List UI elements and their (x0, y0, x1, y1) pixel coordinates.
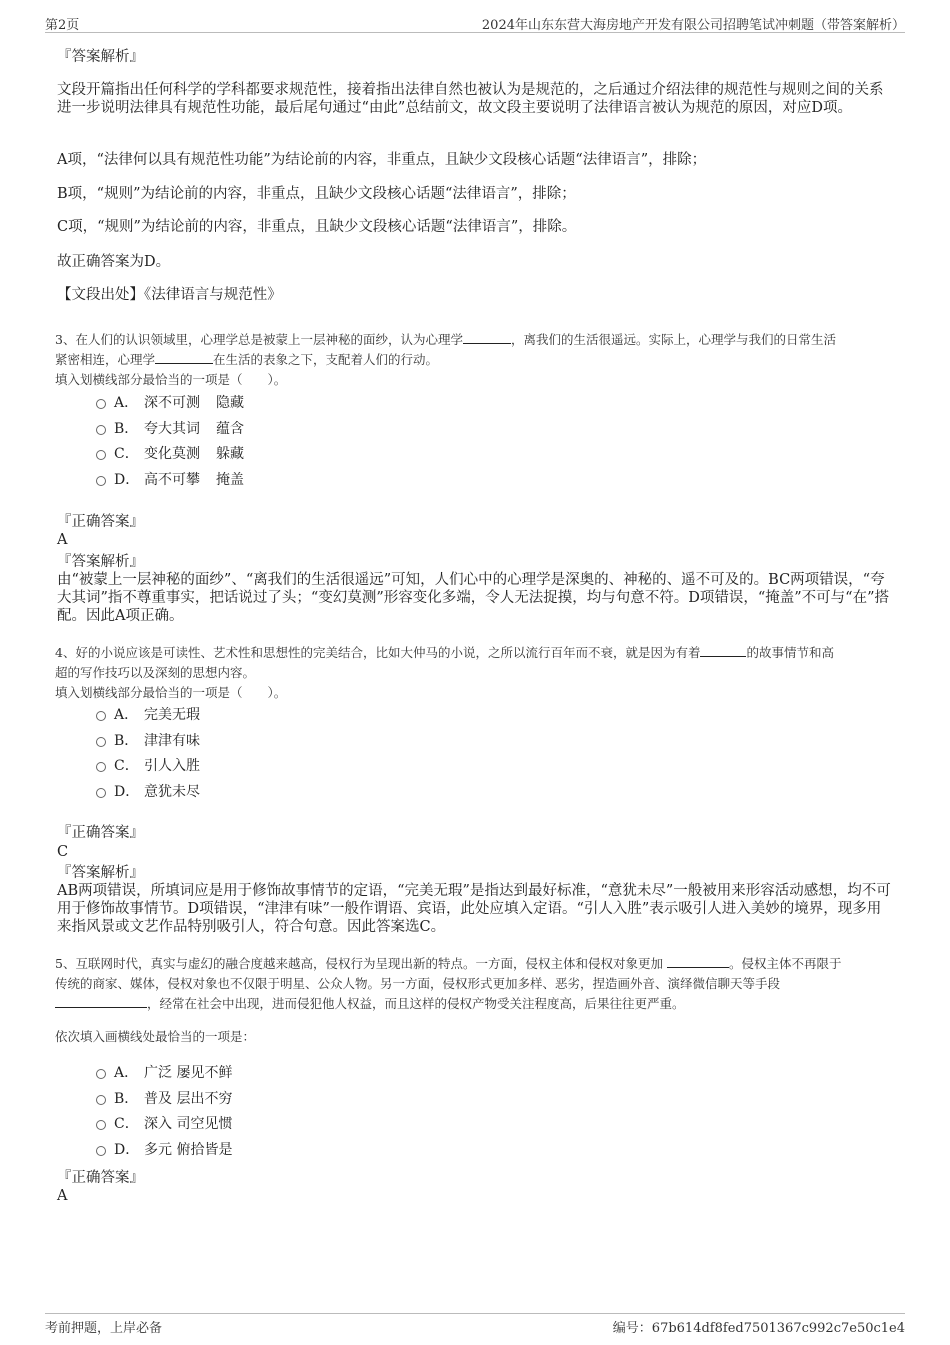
radio-icon[interactable] (96, 1095, 106, 1105)
q5-answer-label: 『正确答案』 (57, 1170, 144, 1186)
q2-conclusion: 故正确答案为D。 (57, 254, 171, 270)
q4-option-c[interactable]: C． 引人入胜 (96, 756, 496, 782)
q5-option-c[interactable]: C． 深入 司空见惯 (96, 1114, 496, 1140)
document-title: 2024年山东东营大海房地产开发有限公司招聘笔试冲刺题（带答案解析） (481, 18, 905, 33)
blank-line (155, 351, 213, 364)
radio-icon[interactable] (96, 450, 106, 460)
q4-analysis-label: 『答案解析』 (57, 865, 144, 881)
q5-option-b[interactable]: B． 普及 层出不穷 (96, 1089, 496, 1115)
q3-stem: 3、在人们的认识领域里，心理学总是被蒙上一层神秘的面纱，认为心理学 ，离我们的生活很遥远。实际上，心理学与我们的日常生活 紧密相连，心理学 在生活的表象之下，支配着人们的行动。 填入划横线部分最恰当的一项是（ ）。 (55, 332, 836, 387)
q2-analysis-label: 『答案解析』 (57, 49, 144, 65)
q4-stem: 4、好的小说应该是可读性、艺术性和思想性的完美结合，比如大仲马的小说，之所以流行百年而不衰，就是因为有着 的故事情节和高 超的写作技巧以及深刻的思想内容。 填入划横线部分最恰当的一项是（ ）。 (55, 645, 834, 700)
q3-option-c[interactable]: C． 变化莫测 躲藏 (96, 444, 496, 470)
q4-options (96, 705, 496, 808)
blank-line (700, 644, 746, 657)
footer-slogan: 考前押题，上岸必备 (45, 1321, 163, 1336)
radio-icon[interactable] (96, 711, 106, 721)
q4-prompt: 填入划横线部分最恰当的一项是（ ）。 (55, 685, 287, 700)
radio-icon[interactable] (96, 788, 106, 798)
radio-icon[interactable] (96, 762, 106, 772)
q5-stem: 5、互联网时代，真实与虚幻的融合度越来越高，侵权行为呈现出新的特点。一方面，侵权主体和侵权对象更加 。侵权主体不再限于 传统的商家、媒体，侵权对象也不仅限于明星、公众人物。另一方面，侵权形式更加多样、恶劣，捏造画外音、演绎微信聊天等手段 ，经常在社会中出现，进而侵犯他人权益，而且这样的侵权产物受关注程度高，后果往往更严重。 (55, 956, 842, 1011)
q2-source: 【文段出处】《法律语言与规范性》 (57, 287, 282, 303)
q3-analysis-label: 『答案解析』 (57, 554, 144, 570)
q3-option-d[interactable]: D． 高不可攀 掩盖 (96, 470, 496, 496)
q3-analysis: 由“被蒙上一层神秘的面纱”、“离我们的生活很遥远”可知，人们心中的心理学是深奥的、神秘的、遥不可及的。BC两项错误，“夸大其词”指不尊重事实，把话说过了头；“变幻莫测”形容变化多端，令人无法捉摸，均与句意不符。D项错误，“掩盖”不可与“在”搭配。因此A项正确。 (57, 572, 890, 624)
q3-answer-label: 『正确答案』 (57, 514, 144, 530)
q2-option-a-analysis: A项，“法律何以具有规范性功能”为结论前的内容，非重点，且缺少文段核心话题“法律语言”，排除； (57, 152, 707, 168)
q2-option-c-analysis: C项，“规则”为结论前的内容，非重点，且缺少文段核心话题“法律语言”，排除。 (57, 219, 577, 235)
q2-analysis-paragraph: 文段开篇指出任何科学的学科都要求规范性，接着指出法律自然也被认为是规范的，之后通过介绍法律的规范性与规则之间的关系进一步说明法律具有规范性功能，最后尾句通过“由此”总结前文，故文段主要说明了法律语言被认为规范的原因，对应D项。 (57, 82, 884, 116)
q4-answer: C (57, 844, 69, 860)
q2-option-b-analysis: B项，“规则”为结论前的内容，非重点，且缺少文段核心话题“法律语言”，排除； (57, 186, 576, 202)
q5-option-d[interactable]: D． 多元 俯拾皆是 (96, 1140, 496, 1166)
q3-option-a[interactable]: A． 深不可测 隐藏 (96, 393, 496, 419)
q3-answer: A (57, 532, 68, 548)
q5-options (96, 1063, 496, 1166)
q5-prompt: 依次填入画横线处最恰当的一项是： (55, 1029, 256, 1044)
page-number: 第2页 (45, 18, 80, 33)
blank-line (667, 955, 729, 968)
document-code: 编号：67b614df8fed7501367c992c7e50c1e4 (612, 1321, 905, 1336)
radio-icon[interactable] (96, 737, 106, 747)
q4-answer-label: 『正确答案』 (57, 825, 144, 841)
radio-icon[interactable] (96, 476, 106, 486)
page-footer (45, 1313, 905, 1336)
radio-icon[interactable] (96, 1069, 106, 1079)
q4-option-d[interactable]: D． 意犹未尽 (96, 782, 496, 808)
q4-option-a[interactable]: A． 完美无瑕 (96, 705, 496, 731)
q4-analysis: AB两项错误，所填词应是用于修饰故事情节的定语，“完美无瑕”是指达到最好标准，“意犹未尽”一般被用来形容活动感想，均不可用于修饰故事情节。D项错误，“津津有味”一般作谓语、宾语，此处应填入定语。“引人入胜”表示吸引人进入美妙的境界，现多用来指风景或文艺作品特别吸引人，符合句意。因此答案选C。 (57, 883, 891, 935)
q3-prompt: 填入划横线部分最恰当的一项是（ ）。 (55, 372, 287, 387)
radio-icon[interactable] (96, 425, 106, 435)
q3-options (96, 393, 496, 496)
q5-answer: A (57, 1188, 68, 1204)
radio-icon[interactable] (96, 399, 106, 409)
blank-line (55, 995, 147, 1008)
q4-option-b[interactable]: B． 津津有味 (96, 731, 496, 757)
radio-icon[interactable] (96, 1146, 106, 1156)
q5-option-a[interactable]: A． 广泛 屡见不鲜 (96, 1063, 496, 1089)
radio-icon[interactable] (96, 1120, 106, 1130)
blank-line (463, 331, 511, 344)
q3-option-b[interactable]: B． 夸大其词 蕴含 (96, 419, 496, 445)
page-header (45, 14, 905, 33)
